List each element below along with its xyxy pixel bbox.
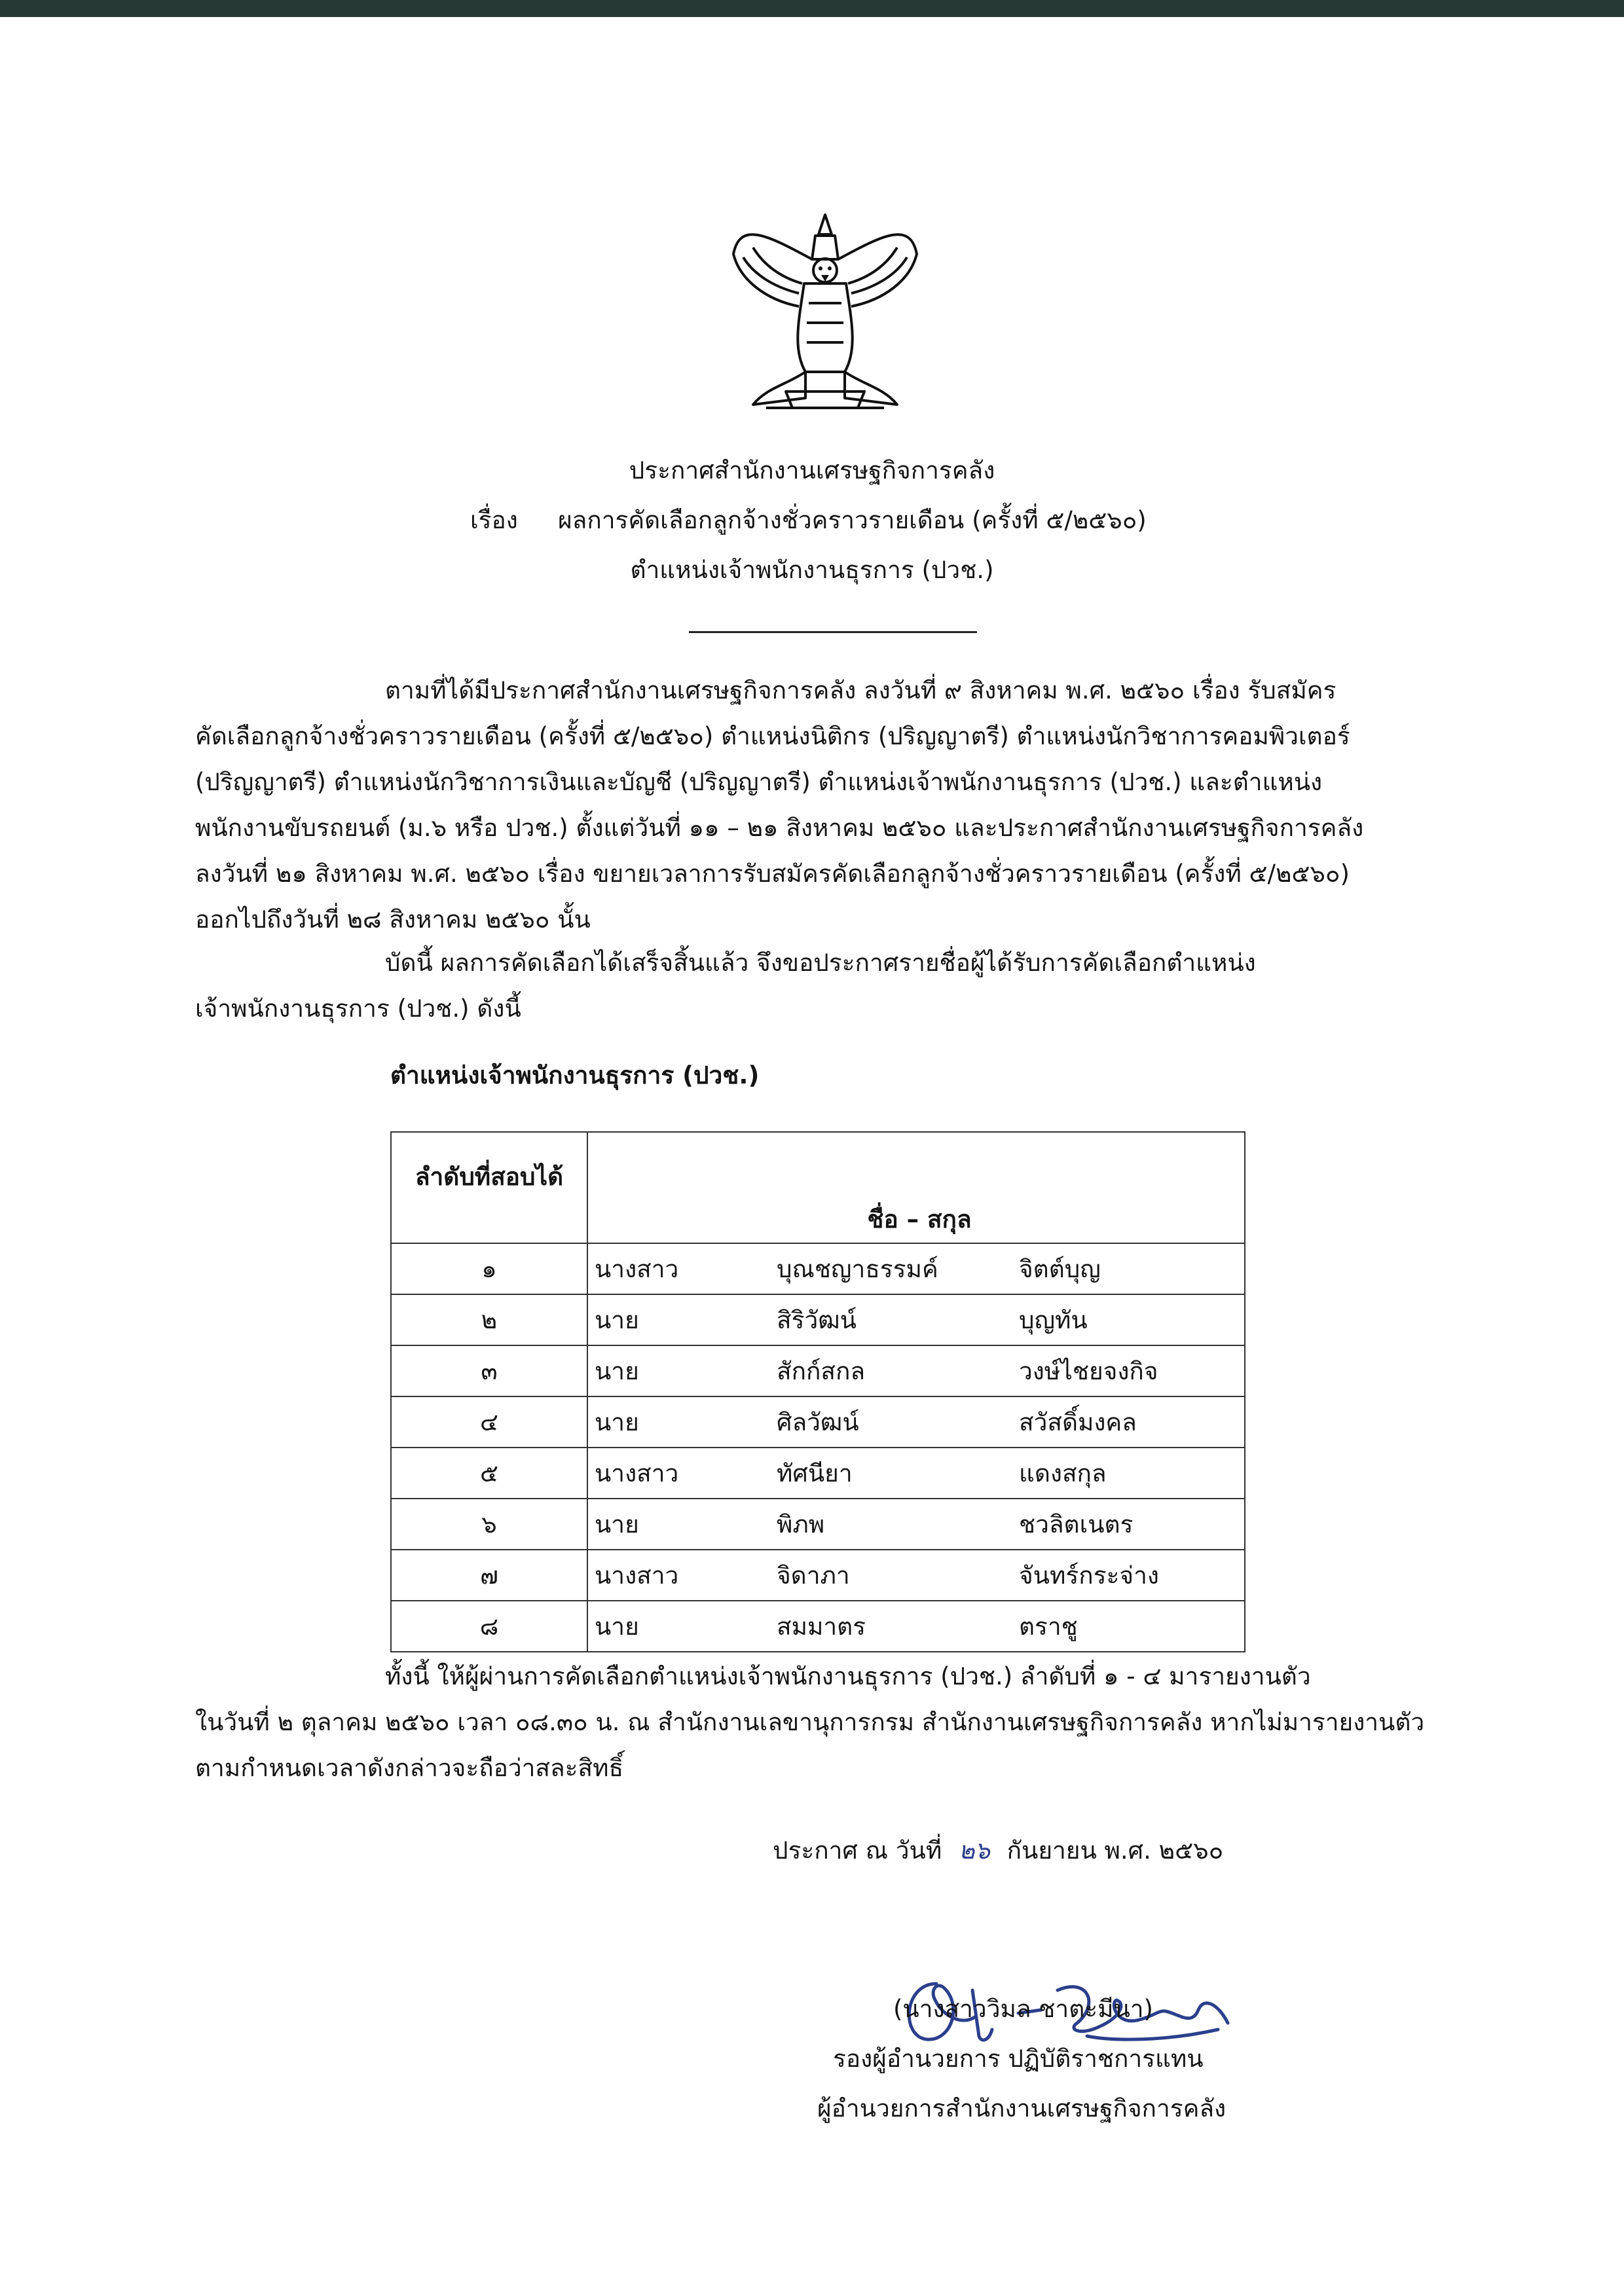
last-name-cell: แดงสกุล <box>1012 1448 1245 1499</box>
paragraph1-line1: ตามที่ได้มีประกาศสำนักงานเศรษฐกิจการคลัง ลงวันที่ ๙ สิงหาคม พ.ศ. ๒๕๖๐ เรื่อง รับสมัคร <box>385 676 1337 704</box>
table-row <box>391 1243 1245 1294</box>
title-cell: นางสาว <box>587 1448 770 1499</box>
rank-cell: ๔ <box>391 1396 587 1448</box>
announce-date <box>773 1834 1223 1867</box>
announce-prefix: ประกาศ ณ วันที่ <box>773 1836 942 1865</box>
signer-position-2: ผู้อำนวยการสำนักงานเศรษฐกิจการคลัง <box>817 2094 1227 2123</box>
last-name-cell: วงษ์ไชยจงกิจ <box>1012 1345 1245 1396</box>
paragraph1-line5: ลงวันที่ ๒๑ สิงหาคม พ.ศ. ๒๕๖๐ เรื่อง ขยายเวลาการรับสมัครคัดเลือกลูกจ้างชั่วคราวรายเดือน (ครั้งที่ ๕/๒๕๖๐) <box>195 860 1350 888</box>
paragraph3-line1: ทั้งนี้ ให้ผู้ผ่านการคัดเลือกตำแหน่งเจ้าพนักงานธุรการ (ปวช.) ลำดับที่ ๑ - ๔ มารายงานตัว <box>385 1662 1311 1690</box>
rank-cell: ๕ <box>391 1448 587 1499</box>
paragraph3-line2: ในวันที่ ๒ ตุลาคม ๒๕๖๐ เวลา ๐๘.๓๐ น. ณ สำนักงานเลขานุการกรม สำนักงานเศรษฐกิจการคลัง หากไม่มารายงานตัว <box>195 1708 1425 1736</box>
rank-column-header: ลำดับที่สอบได้ <box>391 1132 587 1243</box>
paragraph2-line2: เจ้าพนักงานธุรการ (ปวช.) ดังนี้ <box>195 994 521 1023</box>
table-header-row <box>391 1132 1245 1243</box>
garuda-emblem-icon <box>727 208 923 419</box>
signer-position-1: รองผู้อำนวยการ ปฏิบัติราชการแทน <box>833 2045 1204 2073</box>
paragraph1-line4: พนักงานขับรถยนต์ (ม.๖ หรือ ปวช.) ตั้งแต่วันที่ ๑๑ – ๒๑ สิงหาคม ๒๕๖๐ และประกาศสำนักงานเศรษฐกิจการคลัง <box>195 814 1364 842</box>
first-name-cell: สักก์สกล <box>770 1345 1012 1396</box>
last-name-cell: จิตต์บุญ <box>1012 1243 1245 1294</box>
subject-text: ผลการคัดเลือกลูกจ้างชั่วคราวรายเดือน (ครั้งที่ ๕/๒๕๖๐) <box>558 506 1147 534</box>
first-name-cell: พิภพ <box>770 1499 1012 1550</box>
paragraph1-line3: (ปริญญาตรี) ตำแหน่งนักวิชาการเงินและบัญชี (ปริญญาตรี) ตำแหน่งเจ้าพนักงานธุรการ (ปวช.) และตำแหน่ง <box>195 768 1323 796</box>
announce-day: ๒๖ <box>958 1836 990 1865</box>
scan-top-edge <box>0 0 1624 17</box>
last-name-cell: สวัสดิ์มงคล <box>1012 1396 1245 1448</box>
title-cell: นาย <box>587 1294 770 1345</box>
table-row <box>391 1294 1245 1345</box>
section-heading: ตำแหน่งเจ้าพนักงานธุรการ (ปวช.) <box>390 1061 760 1089</box>
table-row <box>391 1345 1245 1396</box>
first-name-cell: สมมาตร <box>770 1601 1012 1652</box>
table-row <box>391 1396 1245 1448</box>
title-cell: นาย <box>587 1601 770 1652</box>
announce-suffix: กันยายน พ.ศ. ๒๕๖๐ <box>1006 1836 1224 1865</box>
table-row <box>391 1448 1245 1499</box>
title-cell: นาย <box>587 1396 770 1448</box>
rank-cell: ๘ <box>391 1601 587 1652</box>
subject-label: เรื่อง <box>470 506 518 534</box>
announcement-title: ประกาศสำนักงานเศรษฐกิจการคลัง <box>629 456 995 484</box>
first-name-cell: ศิลวัฒน์ <box>770 1396 1012 1448</box>
title-cell: นางสาว <box>587 1243 770 1294</box>
last-name-cell: ตราชู <box>1012 1601 1245 1652</box>
first-name-cell: บุณชญาธรรมค์ <box>770 1243 1012 1294</box>
signer-name: (นางสาววิมล ชาตะมีนา) <box>893 1995 1153 2023</box>
rank-cell: ๗ <box>391 1550 587 1601</box>
table-row <box>391 1550 1245 1601</box>
rank-cell: ๖ <box>391 1499 587 1550</box>
title-cell: นาย <box>587 1499 770 1550</box>
header-divider <box>689 631 977 633</box>
paragraph3-line3: ตามกำหนดเวลาดังกล่าวจะถือว่าสละสิทธิ์ <box>195 1754 624 1782</box>
position-title: ตำแหน่งเจ้าพนักงานธุรการ (ปวช.) <box>630 556 994 584</box>
paragraph2-line1: บัดนี้ ผลการคัดเลือกได้เสร็จสิ้นแล้ว จึงขอประกาศรายชื่อผู้ได้รับการคัดเลือกตำแหน่ง <box>385 949 1256 977</box>
first-name-cell: จิดาภา <box>770 1550 1012 1601</box>
paragraph1-line2: คัดเลือกลูกจ้างชั่วคราวรายเดือน (ครั้งที่ ๕/๒๕๖๐) ตำแหน่งนิติกร (ปริญญาตรี) ตำแหน่งนักวิชาการคอมพิวเตอร์ <box>195 722 1350 750</box>
first-name-cell: สิริวัฒน์ <box>770 1294 1012 1345</box>
rank-cell: ๑ <box>391 1243 587 1294</box>
last-name-cell: ชวลิตเนตร <box>1012 1499 1245 1550</box>
title-cell: นางสาว <box>587 1550 770 1601</box>
title-cell: นาย <box>587 1345 770 1396</box>
last-name-cell: บุญทัน <box>1012 1294 1245 1345</box>
rank-cell: ๒ <box>391 1294 587 1345</box>
first-name-cell: ทัศนียา <box>770 1448 1012 1499</box>
name-column-header: ชื่อ – สกุล <box>587 1132 1245 1243</box>
results-table <box>390 1131 1246 1652</box>
table-row <box>391 1601 1245 1652</box>
table-row <box>391 1499 1245 1550</box>
paragraph1-line6: ออกไปถึงวันที่ ๒๘ สิงหาคม ๒๕๖๐ นั้น <box>195 905 591 934</box>
last-name-cell: จันทร์กระจ่าง <box>1012 1550 1245 1601</box>
rank-cell: ๓ <box>391 1345 587 1396</box>
